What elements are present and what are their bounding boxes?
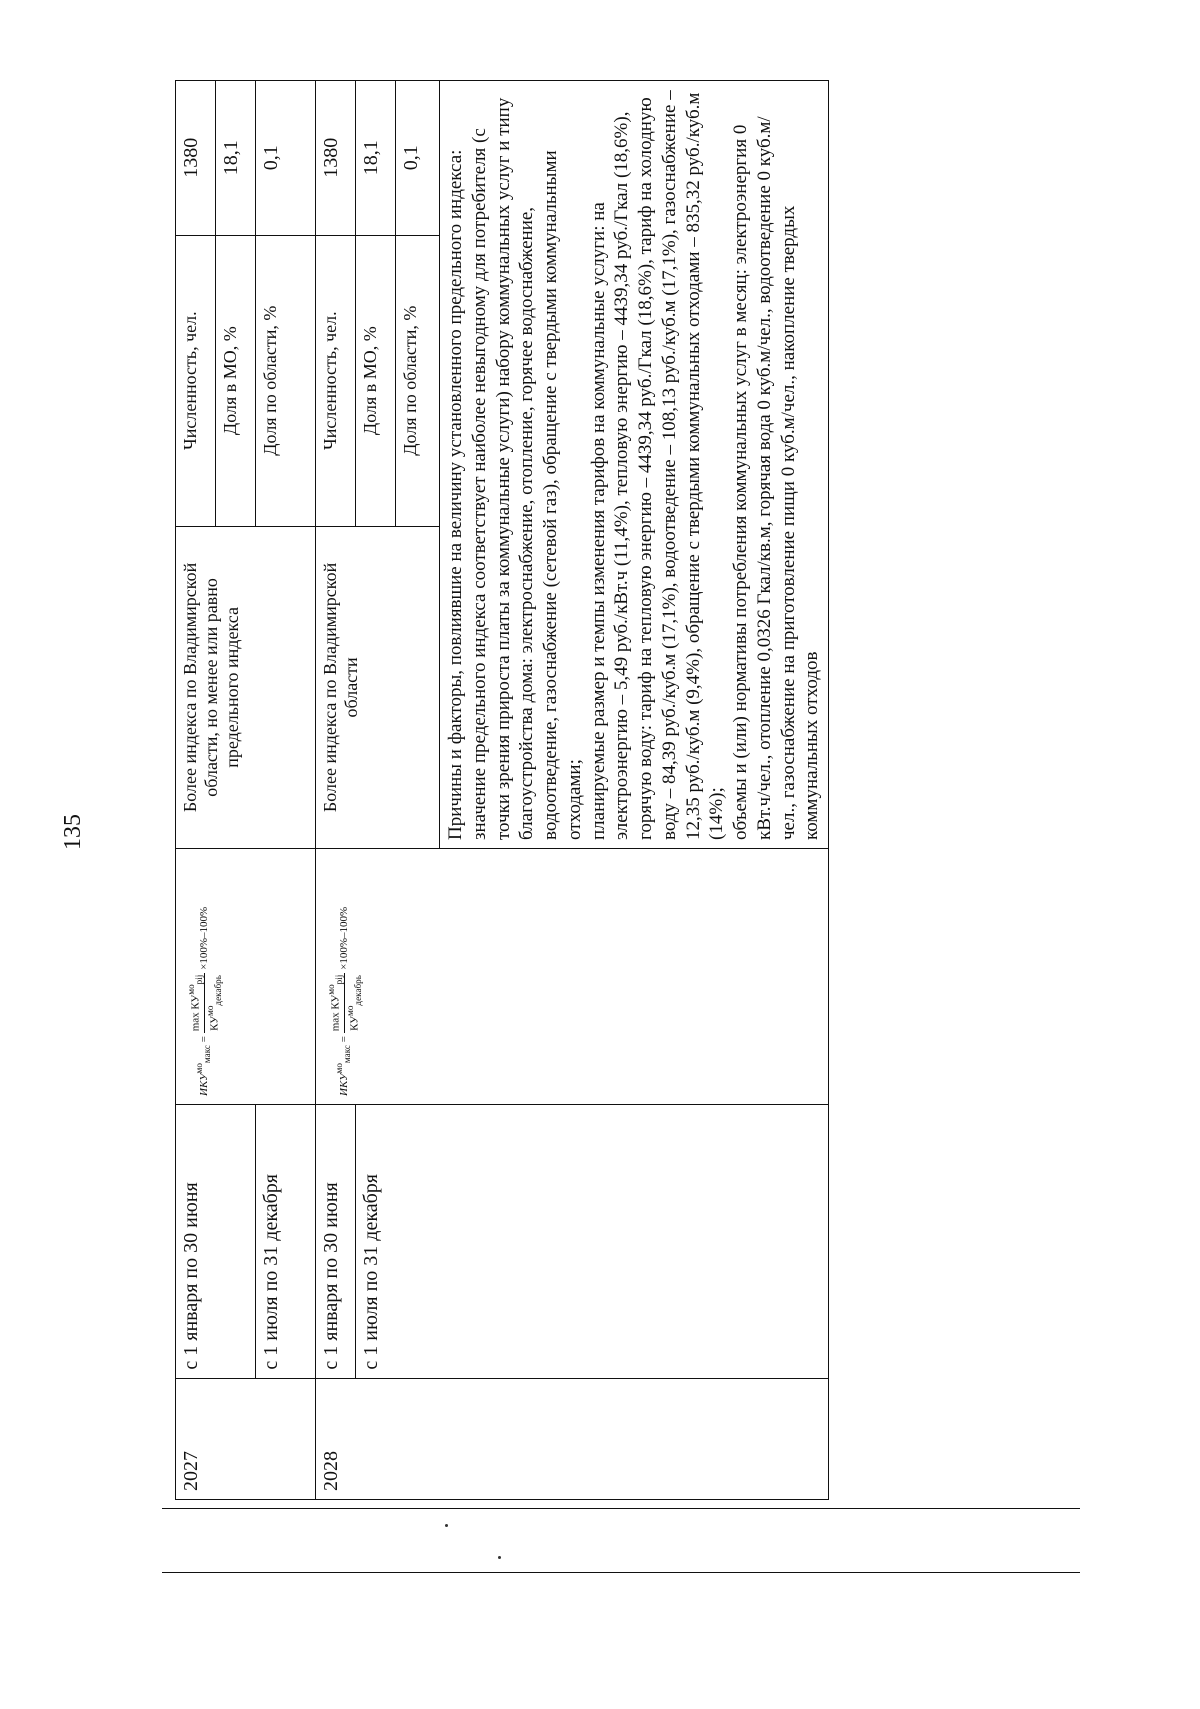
reasons-text: Причины и факторы, повлиявшие на величину установленного предельного индекса: значение предельного индекса соответствует наиболее невыгодному для потребителя (с точки зрения прироста платы за коммунальные услуги) набору коммунальных услуг и типу благоустройства дома: электроснабжение, отопление, горячее водоснабжение, водоотведение, газоснабжение (сетевой газ), обращение с твердыми коммунальными отходами; планируемые размер и темпы изменения тарифов на коммунальные услуги: на электроэнергию – 5,49 руб./кВт.ч (11,4%), тепловую энергию – 4439,34 руб./Гкал (18,6%), горячую воду: тариф на тепловую энергию – 4439,34 руб./Гкал (18,6%), тариф на холодную воду – 84,39 руб./куб.м (17,1%), водоотведение – 108,13 руб./куб.м (17,1%), газоснабжение – 12,35 руб./куб.м (9,4%), обращение с твердыми коммунальных отходами – 835,32 руб./куб.м (14%); объемы и (или) нормативы потребления коммунальных услуг в месяц: электроэнергия 0 кВт.ч/чел., отопление 0,0326 Гкал/кв.м, горячая вода 0 куб.м/чел., водоотведение 0 куб.м/чел., газоснабжение на приготовление пищи 0 куб.м/чел., накопление твердых коммунальных отходов: [440, 81, 829, 849]
condition-2027: Более индекса по Владимирской области, но менее или равно предельного индекса: [176, 526, 316, 848]
rotated-table-area: [175, 80, 1125, 1500]
indicator-share-mo-2027: Доля в МО, %: [216, 235, 256, 526]
value-share-region-2027: 0,1: [256, 81, 316, 236]
formula-lhs: ИКУ: [197, 1073, 210, 1096]
formula-2028: $ИКУ^{мо}_{макс}$ = $\max КУ^{мо}_{pij}$ $КУ^{мо}_{декабрь}$ ×100%–100%: [316, 849, 829, 1105]
table-bottom-line-2: [162, 1572, 1080, 1573]
value-count-2027: 1380: [176, 81, 216, 236]
period-2028-h2: с 1 июля по 31 декабря: [356, 1104, 829, 1378]
period-2027-h2: с 1 июля по 31 декабря: [256, 1104, 316, 1378]
indicator-share-region-2028: Доля по области, %: [396, 235, 440, 526]
table-row: [316, 81, 356, 1500]
page-number: 135: [60, 814, 86, 850]
index-table: [175, 80, 829, 1500]
indicator-count-2028: Численность, чел.: [316, 235, 356, 526]
value-share-region-2028: 0,1: [396, 81, 440, 236]
scan-dot: [445, 1524, 448, 1527]
period-2028-h1: с 1 января по 30 июня: [316, 1104, 356, 1378]
table-row: [176, 81, 216, 1500]
year-2028: 2028: [316, 1378, 829, 1499]
period-2027-h1: с 1 января по 30 июня: [176, 1104, 256, 1378]
formula-fraction: $\max КУ^{мо}_{pij}$ $КУ^{мо}_{декабрь}$: [326, 974, 363, 1032]
value-share-mo-2028: 18,1: [356, 81, 396, 236]
value-count-2028: 1380: [316, 81, 356, 236]
indicator-share-mo-2028: Доля в МО, %: [356, 235, 396, 526]
year-2027: 2027: [176, 1378, 316, 1499]
condition-2028: Более индекса по Владимирской области: [316, 526, 440, 848]
formula-fraction: $\max КУ^{мо}_{pij}$ $КУ^{мо}_{декабрь}$: [186, 974, 223, 1032]
table-bottom-line-1: [162, 1508, 1080, 1509]
indicator-share-region-2027: Доля по области, %: [256, 235, 316, 526]
indicator-count-2027: Численность, чел.: [176, 235, 216, 526]
formula-2027: $ИКУ^{мо}_{макс}$ = $\max КУ^{мо}_{pij}$ $КУ^{мо}_{декабрь}$ ×100%–100%: [176, 849, 316, 1105]
scan-dot: [498, 1556, 501, 1559]
value-share-mo-2027: 18,1: [216, 81, 256, 236]
